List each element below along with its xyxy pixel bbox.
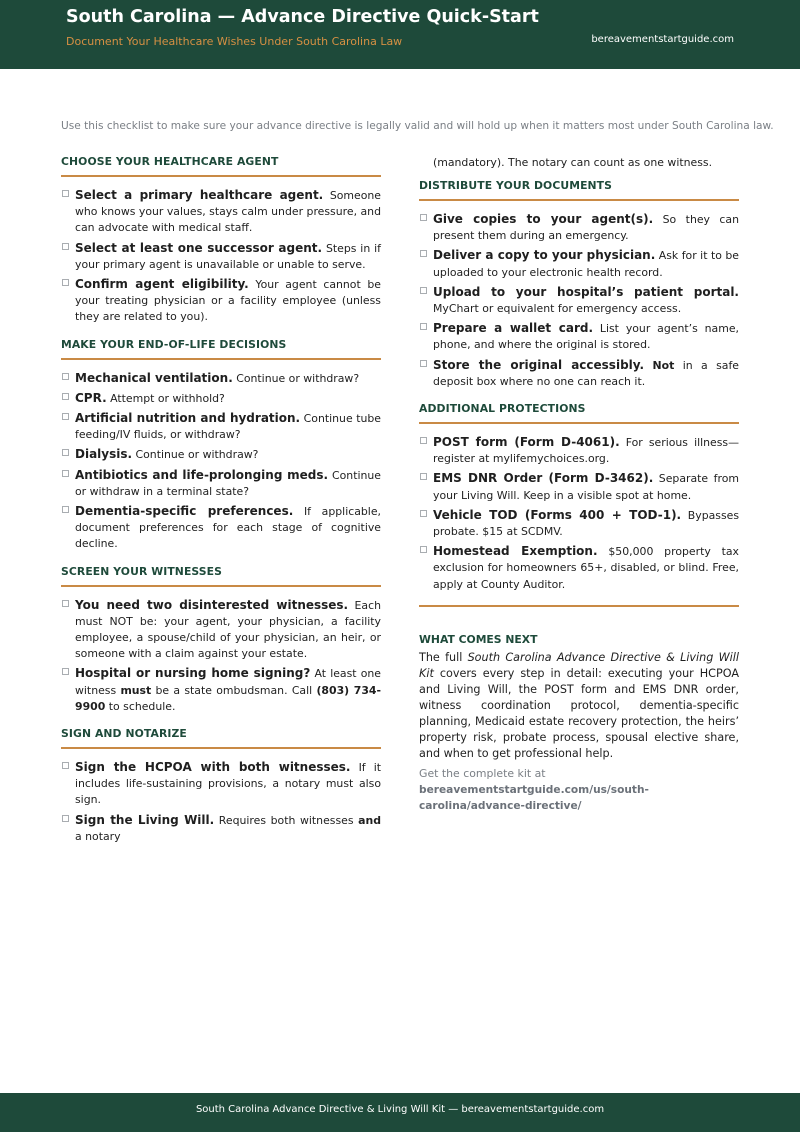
ombudsman-phone: (803) 734-9900: [75, 683, 382, 713]
body-text: covers every step in detail: executing your HCPOA and Living Will, the POST form and EMS DNR order, witness coordination protocol, dementia-specific planning, Medicaid estate recovery protection, the heirs’ property risk, probate process, spousal elective share, and when to get professional help.: [419, 666, 739, 760]
item-text: If it includes life-sustaining provisions, a notary must also sign.: [75, 761, 382, 807]
item-text: be a state ombudsman. Call: [151, 683, 317, 697]
item-text: Requires both witnesses: [214, 813, 359, 827]
item-text: Each must NOT be: your agent, your physician, a facility employee, a spouse/child of your physician, an heir, or someone with a claim against your estate.: [75, 598, 381, 661]
item-text: List your agent’s name, phone, and where the original is stored.: [433, 322, 739, 352]
section-heading: MAKE YOUR END-OF-LIFE DECISIONS: [61, 338, 381, 360]
left-column: [61, 155, 381, 857]
kit-title: South Carolina Advance Directive & Living Will Kit: [419, 650, 739, 680]
header-bar: [0, 0, 800, 69]
page-subtitle: Document Your Healthcare Wishes Under South Carolina Law: [66, 35, 403, 48]
item-text: At least one witness: [75, 667, 382, 697]
site-name: bereavementstartguide.com: [591, 34, 734, 45]
section-end-of-life: [61, 338, 381, 553]
item-title: Prepare a wallet card.: [433, 321, 594, 336]
section-agent: [61, 155, 381, 326]
checklist-item[interactable]: [419, 211, 739, 244]
item-title: EMS DNR Order (Form D-3462).: [433, 471, 654, 486]
item-emphasis: Not: [652, 358, 675, 372]
checkbox-icon[interactable]: [420, 546, 427, 553]
item-title: Give copies to your agent(s).: [433, 212, 654, 226]
item-title: You need two disinterested witnesses.: [75, 597, 349, 612]
checkbox-icon[interactable]: [62, 668, 69, 675]
checklist-item[interactable]: [61, 187, 381, 237]
section-heading: SIGN AND NOTARIZE: [61, 727, 381, 749]
item-text: Someone who knows your values, stays calm under pressure, and can advocate with medical staff.: [75, 189, 381, 235]
checkbox-icon[interactable]: [62, 279, 69, 286]
checkbox-icon[interactable]: [420, 473, 427, 480]
footer-text: South Carolina Advance Directive & Living Will Kit — bereavementstartguide.com: [195, 1104, 605, 1115]
checklist-item[interactable]: [419, 357, 739, 390]
item-text: Steps in if your primary agent is unavailable or unable to serve.: [75, 241, 381, 271]
checklist-item[interactable]: [61, 812, 381, 845]
checklist-item[interactable]: [61, 467, 381, 500]
checkbox-icon[interactable]: [420, 510, 427, 517]
checkbox-icon[interactable]: [62, 506, 69, 513]
checkbox-icon[interactable]: [62, 762, 69, 769]
checkbox-icon[interactable]: [420, 323, 427, 330]
item-text: Continue tube feeding/IV fluids, or withdraw?: [75, 412, 381, 442]
checkbox-icon[interactable]: [420, 214, 427, 221]
checklist-item[interactable]: [419, 507, 739, 540]
page-title: South Carolina — Advance Directive Quick-Start: [66, 7, 539, 27]
section-witnesses: [61, 565, 381, 715]
item-text: Separate from your Living Will. Keep in a visible spot at home.: [433, 472, 740, 502]
item-text: Attempt or withhold?: [106, 391, 225, 405]
checklist-item[interactable]: [61, 240, 381, 273]
next-body: [419, 650, 739, 762]
section-distribute: [419, 179, 739, 390]
body-text: The full: [419, 650, 468, 664]
checkbox-icon[interactable]: [62, 190, 69, 197]
what-comes-next: [419, 633, 739, 814]
checklist-item[interactable]: [61, 410, 381, 443]
item-title: Store the original accessibly.: [433, 357, 645, 372]
checkbox-icon[interactable]: [62, 393, 69, 400]
item-title: Sign the Living Will.: [75, 812, 215, 827]
checklist-item[interactable]: [61, 665, 381, 715]
footer-bar: [0, 1093, 800, 1132]
item-title: Antibiotics and life-prolonging meds.: [75, 467, 329, 482]
section-heading: DISTRIBUTE YOUR DOCUMENTS: [419, 179, 739, 201]
checkbox-icon[interactable]: [62, 470, 69, 477]
checklist-item[interactable]: [419, 284, 739, 317]
section-heading: WHAT COMES NEXT: [419, 632, 538, 646]
checklist-item[interactable]: [419, 320, 739, 353]
checklist-item[interactable]: [61, 759, 381, 809]
item-title: Vehicle TOD (Forms 400 + TOD-1).: [433, 507, 682, 522]
checkbox-icon[interactable]: [420, 250, 427, 257]
item-text: Continue or withdraw in a terminal state?: [75, 468, 381, 498]
item-text: Continue or withdraw?: [232, 371, 360, 385]
item-text: MyChart or equivalent for emergency access.: [433, 302, 682, 316]
item-text: If applicable, document preferences for each stage of cognitive decline.: [75, 505, 381, 551]
checklist-item[interactable]: [419, 247, 739, 280]
item-title: Upload to your hospital’s patient portal.: [433, 284, 739, 299]
item-title: Homestead Exemption.: [433, 544, 598, 559]
item-title: Select a primary healthcare agent.: [75, 188, 324, 202]
item-text: a notary: [75, 829, 121, 843]
item-title: Hospital or nursing home signing?: [75, 666, 311, 681]
item-title: Dialysis.: [75, 447, 133, 462]
checkbox-icon[interactable]: [62, 600, 69, 607]
section-heading: ADDITIONAL PROTECTIONS: [419, 402, 739, 424]
item-title: Select at least one successor agent.: [75, 240, 323, 255]
item-title: CPR.: [75, 390, 107, 405]
item-continuation: (mandatory). The notary can count as one witness.: [433, 156, 713, 169]
intro-text: Use this checklist to make sure your advance directive is legally valid and will hold up when it matters most under South Carolina law.: [61, 120, 774, 132]
kit-label: Get the complete kit at: [419, 766, 546, 780]
checkbox-icon[interactable]: [420, 437, 427, 444]
checklist-item[interactable]: [61, 370, 381, 387]
item-title: Confirm agent eligibility.: [75, 277, 249, 292]
item-title: Dementia-specific preferences.: [75, 504, 294, 519]
item-text: $50,000 property tax exclusion for homeowners 65+, disabled, or blind. Free, apply at County Auditor.: [433, 545, 739, 591]
section-heading: SCREEN YOUR WITNESSES: [61, 565, 381, 587]
item-text: So they can present them during an emergency.: [433, 213, 739, 243]
checkbox-icon[interactable]: [62, 815, 69, 822]
section-sign: [61, 727, 381, 845]
section-heading: CHOOSE YOUR HEALTHCARE AGENT: [61, 155, 381, 177]
right-column: [419, 155, 739, 814]
checklist-item[interactable]: [61, 446, 381, 463]
checklist-item[interactable]: [61, 276, 381, 326]
checkbox-icon[interactable]: [62, 449, 69, 456]
checkbox-icon[interactable]: [420, 360, 427, 367]
checklist-item[interactable]: [61, 597, 381, 663]
checkbox-icon[interactable]: [420, 287, 427, 294]
item-emphasis: must: [120, 683, 152, 697]
checklist-item[interactable]: [419, 543, 739, 593]
checkbox-icon[interactable]: [62, 373, 69, 380]
checklist-item[interactable]: [61, 503, 381, 553]
kit-link[interactable]: bereavementstartguide.com/us/south-carolina/advance-directive/: [419, 783, 649, 812]
checkbox-icon[interactable]: [62, 413, 69, 420]
item-emphasis: and: [358, 813, 381, 827]
item-title: Sign the HCPOA with both witnesses.: [75, 760, 351, 775]
item-title: POST form (Form D-4061).: [433, 435, 620, 450]
item-title: Artificial nutrition and hydration.: [75, 411, 301, 426]
checklist-item[interactable]: [419, 434, 739, 467]
item-text: Bypasses probate. $15 at SCDMV.: [433, 508, 740, 539]
item-text: Continue or withdraw?: [132, 448, 259, 462]
item-text: in a safe deposit box where no one can reach it.: [433, 358, 739, 388]
item-text: Your agent cannot be your treating physician or a facility employee (unless they are related to you).: [75, 278, 381, 324]
checkbox-icon[interactable]: [62, 243, 69, 250]
item-text: to schedule.: [105, 699, 176, 713]
section-protections: [419, 402, 739, 593]
checklist-item[interactable]: [419, 470, 739, 503]
item-title: Deliver a copy to your physician.: [433, 248, 656, 263]
item-title: Mechanical ventilation.: [75, 370, 233, 385]
item-text: For serious illness—register at mylifemychoices.org.: [433, 436, 739, 466]
section-divider: [419, 605, 739, 607]
checklist-item[interactable]: [61, 390, 381, 407]
item-text: Ask for it to be uploaded to your electronic health record.: [433, 249, 740, 279]
